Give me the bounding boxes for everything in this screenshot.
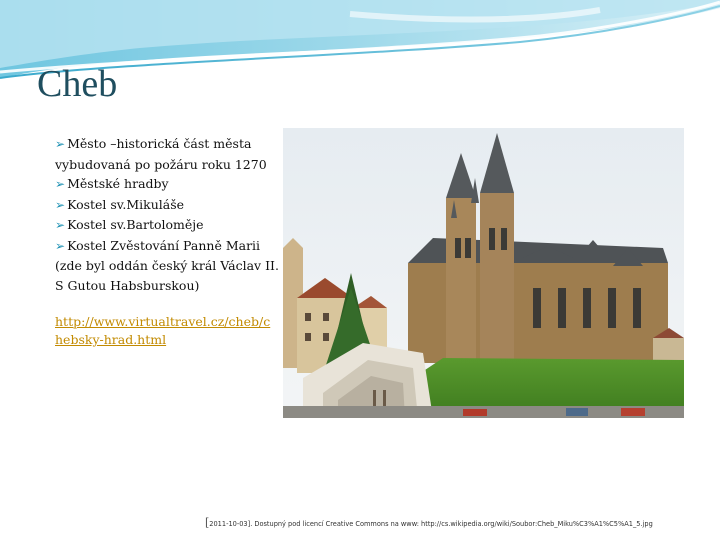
bullet-text: Kostel Zvěstování Panně Marii bbox=[67, 237, 261, 253]
bullet-text: Město –historická část města bbox=[67, 136, 252, 151]
arrow-bullet-icon: ➢ bbox=[55, 137, 66, 151]
bullet-text-continuation: S Gutou Habsburskou) bbox=[55, 277, 200, 293]
caption-bracket: [ bbox=[205, 516, 210, 529]
bullet-text-continuation: vybudovaná po požáru roku 1270 bbox=[55, 156, 267, 172]
bullet-text: Městské hradby bbox=[67, 176, 169, 191]
arrow-bullet-icon: ➢ bbox=[55, 238, 66, 253]
bullet-item bbox=[55, 174, 280, 195]
reference-link[interactable] bbox=[55, 313, 280, 349]
bullet-text: Kostel sv.Mikuláše bbox=[67, 196, 185, 212]
slide-title: Cheb bbox=[37, 63, 118, 105]
arrow-bullet-icon: ➢ bbox=[55, 218, 66, 232]
bullet-list bbox=[55, 134, 280, 349]
church-photo bbox=[283, 128, 684, 418]
bullet-text-continuation: (zde byl oddán český král Václav II. bbox=[55, 258, 279, 273]
bullet-item bbox=[55, 236, 280, 257]
arrow-bullet-icon: ➢ bbox=[55, 177, 66, 191]
bullet-text: Kostel sv.Bartoloměje bbox=[67, 217, 204, 232]
image-caption bbox=[205, 516, 705, 529]
link-text[interactable]: http://www.virtualtravel.cz/cheb/c bbox=[55, 314, 271, 329]
arrow-bullet-icon: ➢ bbox=[55, 197, 66, 212]
link-text[interactable]: hebsky-hrad.html bbox=[55, 332, 167, 347]
bullet-item bbox=[55, 195, 280, 216]
bullet-item bbox=[55, 215, 280, 236]
bullet-item bbox=[55, 134, 280, 155]
caption-text: 2011-10-03]. Dostupný pod licencí Creative Commons na www: http://cs.wikipedia.org/wiki/Soubor:Cheb_Miku%C3%A1%C5%A1_5.jpg bbox=[209, 520, 653, 528]
